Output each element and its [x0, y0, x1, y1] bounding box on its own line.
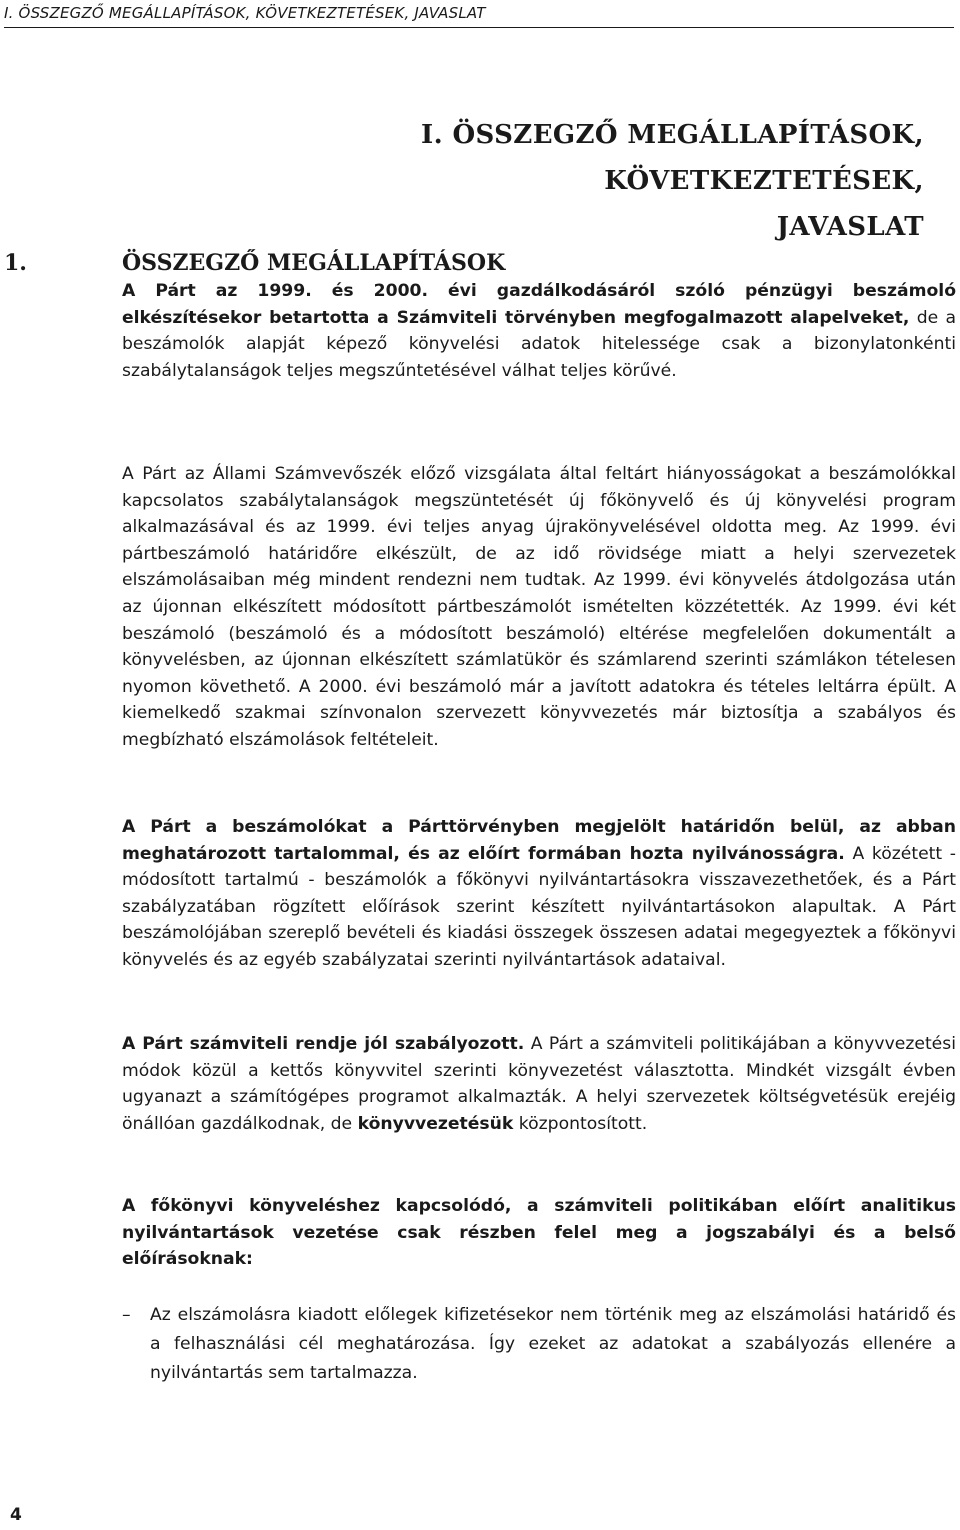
- running-header: I. ÖSSZEGZŐ MEGÁLLAPÍTÁSOK, KÖVETKEZTETÉSEK, JAVASLAT: [4, 4, 954, 28]
- paragraph-4-end: központosított.: [513, 1113, 648, 1134]
- chapter-title-line-1: I. ÖSSZEGZŐ MEGÁLLAPÍTÁSOK, KÖVETKEZTETÉSEK,: [421, 120, 924, 196]
- paragraph-1-bold: A Párt az 1999. és 2000. évi gazdálkodásáról szóló pénzügyi beszámoló elkészítésekor betartotta a Számviteli törvényben megfogalmazott alapelveket,: [122, 281, 956, 328]
- list-item: [122, 1301, 956, 1388]
- paragraph-3: [122, 814, 956, 974]
- dash-bullet-icon: –: [122, 1305, 131, 1325]
- paragraph-2: [122, 461, 956, 754]
- chapter-title: [110, 112, 924, 250]
- section-title: ÖSSZEGZŐ MEGÁLLAPÍTÁSOK: [122, 250, 506, 276]
- paragraph-5-bold: A főkönyvi könyveléshez kapcsolódó, a számviteli politikában előírt analitikus nyilvántartások vezetése csak részben felel meg a jogszabályi és a belső előírásoknak:: [122, 1196, 956, 1270]
- paragraph-1: [122, 278, 956, 384]
- paragraph-4-bold-term: könyvvezetésük: [357, 1113, 514, 1134]
- paragraph-4-bold: A Párt számviteli rendje jól szabályozott.: [122, 1034, 525, 1054]
- section-number: 1.: [4, 250, 27, 276]
- paragraph-3-text: A közétett - módosított tartalmú - beszámolók a főkönyvi nyilvántartásokra visszavezethetőek, és a Párt szabályzatában rögzített előírások szerint készített nyilvántartásokon alapultak. A Párt beszámolójában szereplő bevételi és kiadási összegek összesen adatai megegyeztek a főkönyvi könyvelés és az egyéb szabályzatai szerinti nyilvántartások adataival.: [122, 843, 957, 970]
- section-heading: [4, 250, 524, 276]
- paragraph-5: [122, 1193, 956, 1273]
- page-number: 4: [10, 1505, 22, 1525]
- paragraph-4-text: A Párt a számviteli politikájában a könyvvezetési módok közül a kettős könyvvitel szerinti könyvezetést választotta. Mindkét vizsgált évben ugyanazt a számítógépes programot alkalmazták. A helyi szervezetek költségvetésük erejéig önállóan gazdálkodnak, de: [122, 1034, 956, 1134]
- paragraph-1-text: de a beszámolók alapját képező könyvelési adatok hitelessége csak a bizonylatonkénti szabálytalanságok teljes megszűntetésével válhat teljes körűvé.: [122, 307, 956, 381]
- list-item-text: Az elszámolásra kiadott előlegek kifizetésekor nem történik meg az elszámolási határidő és a felhasználási cél meghatározása. Így ezeket az adatokat a szabályozás ellenére a nyilvántartás sem tartalmazza.: [150, 1305, 956, 1383]
- bullet-list: [122, 1301, 956, 1388]
- chapter-title-line-2: JAVASLAT: [776, 212, 924, 242]
- paragraph-4: [122, 1031, 956, 1137]
- paragraph-3-bold: A Párt a beszámolókat a Párttörvényben megjelölt határidőn belül, az abban meghatározott tartalommal, és az előírt formában hozta nyilvánosságra.: [122, 817, 956, 864]
- paragraph-2-text: A Párt az Állami Számvevőszék előző vizsgálata által feltárt hiányosságokat a beszámolókkal kapcsolatos szabálytalanságok megszüntetését új főkönyvelő és új könyvelési program alkalmazásával és az 1999. évi teljes anyag újrakönyvelésével oldotta meg. Az 1999. évi pártbeszámoló határidőre elkészült, de az idő rövidsége miatt a helyi szervezetek elszámolásaiban még mindent rendezni nem tudtak. Az 1999. évi könyvelés átdolgozása után az újonnan elkészített módosított pártbeszámolót ismételten közzétették. Az 1999. évi két beszámoló (beszámoló és a módosított beszámoló) eltérése megfelelően dokumentált a könyvelésben, az újonnan elkészített számlatükör és számlarend szerinti számlákon tételesen nyomon követhető. A 2000. évi beszámoló már a javított adatokra és tételes leltárra épült. A kiemelkedő szakmai színvonalon szervezett könyvvezetés már biztosítja a szabályos és megbízható elszámolások feltételeit.: [122, 464, 956, 750]
